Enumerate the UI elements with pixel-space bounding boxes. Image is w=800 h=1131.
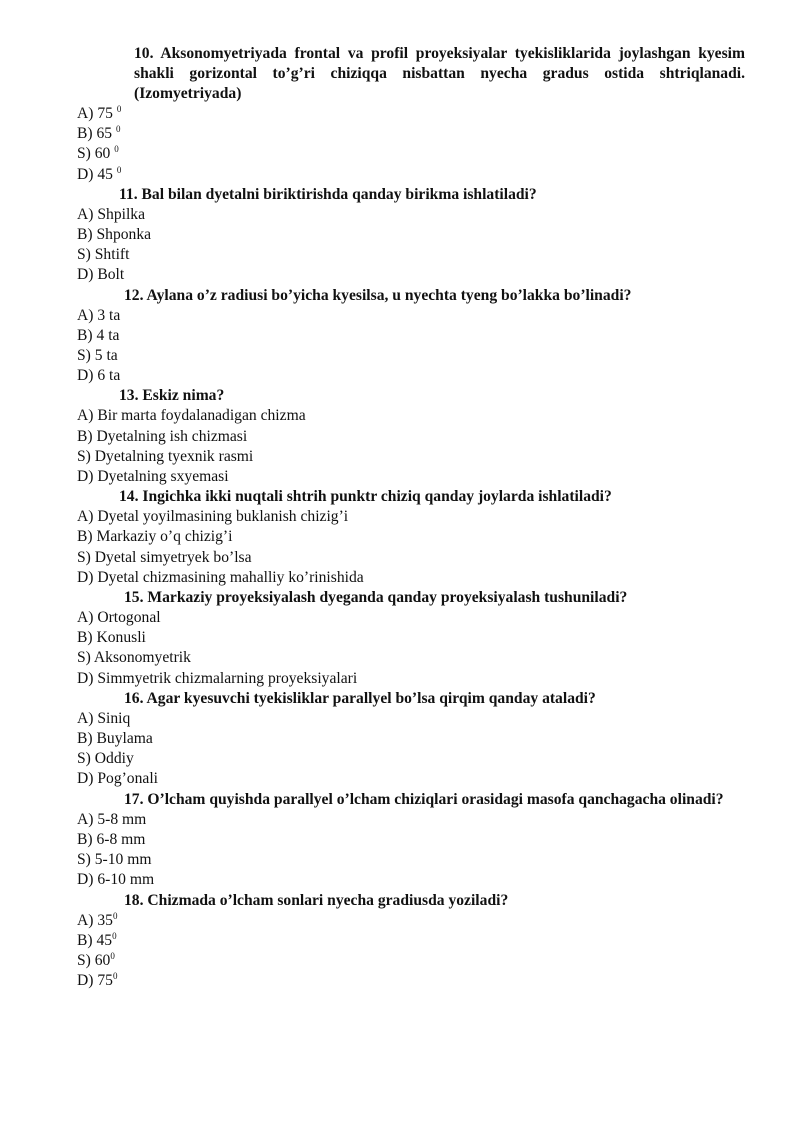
answer-option: S) $60^0$ [77,950,115,969]
answer-option: S) Shtift [77,246,130,264]
question-15 [77,588,745,689]
question-text: 18. Chizmada o’lcham sonlari nyecha gradiusda yoziladi? [124,891,509,909]
answer-option: A) Bir marta foydalanadigan chizma [77,407,306,425]
answer-option: B) Shponka [77,226,152,244]
answer-option: A) 3 ta [77,306,121,324]
answer-option: D) 6-10 mm [77,871,155,889]
answer-option: B) Markaziy o’q chizig’i [77,528,233,546]
question-text: 17. O’lcham quyishda parallyel o’lcham chiziqlari orasidagi masofa qanchagacha olinadi? [124,790,724,808]
question-text: 16. Agar kyesuvchi tyekisliklar parallyel bo’lsa qirqim qanday ataladi? [124,689,596,707]
answer-option: B) $45^0$ [77,930,117,949]
question-12 [77,286,745,387]
answer-option: D) Simmyetrik chizmalarning proyeksiyalari [77,669,358,687]
answer-option: A) 5-8 mm [77,810,147,828]
answer-option: A) $35^0$ [77,910,118,929]
question-18 [77,891,745,992]
answer-option: B) 4 ta [77,326,120,344]
question-text: 10. Aksonomyetriyada frontal va profil proyeksiyalar tyekisliklarida joylashgan kyesim shakli gorizontal to’g’ri chiziqqa nisbattan nyecha gradus ostida shtriqlanadi. (Izomyetriyada) [134,45,745,102]
answer-option: D) 6 ta [77,367,121,385]
answer-option: B) Konusli [77,629,146,647]
answer-option: B) Dyetalning ish chizmasi [77,427,248,445]
answer-option: D) Dyetalning sxyemasi [77,468,229,486]
answer-option: S) 60 $^0$ [77,144,119,163]
answer-option: D) 45 $^0$ [77,164,122,183]
question-14 [77,487,745,588]
answer-option: B) 65 $^0$ [77,124,121,143]
question-text: 11. Bal bilan dyetalni biriktirishda qanday birikma ishlatiladi? [119,185,537,203]
question-list [77,44,745,991]
answer-option: A) Dyetal yoyilmasining buklanish chizig’i [77,508,349,526]
answer-option: A) Ortogonal [77,609,161,627]
answer-option: S) 5 ta [77,347,118,365]
question-text: 14. Ingichka ikki nuqtali shtrih punktr chiziq qanday joylarda ishlatiladi? [119,488,612,506]
question-13 [77,386,745,487]
answer-option: D) Bolt [77,266,125,284]
answer-option: S) Dyetalning tyexnik rasmi [77,447,254,465]
question-11 [77,185,745,286]
answer-option: S) Oddiy [77,750,134,768]
answer-option: D) $75^0$ [77,971,118,990]
answer-option: D) Dyetal chizmasining mahalliy ko’rinishida [77,568,364,586]
answer-option: B) 6-8 mm [77,830,146,848]
question-text: 15. Markaziy proyeksiyalash dyeganda qanday proyeksiyalash tushuniladi? [124,589,628,607]
question-17 [77,790,745,891]
answer-option: A) 75 $^0$ [77,104,122,122]
question-16 [77,689,745,790]
question-text: 13. Eskiz nima? [119,387,225,405]
question-10 [77,44,745,185]
answer-option: A) Shpilka [77,205,146,223]
answer-option: S) Dyetal simyetryek bo’lsa [77,548,252,566]
answer-option: S) 5-10 mm [77,851,152,869]
answer-option: A) Siniq [77,709,131,727]
answer-option: D) Pog’onali [77,770,158,788]
answer-option: B) Buylama [77,730,153,748]
answer-option: S) Aksonomyetrik [77,649,191,667]
question-text: 12. Aylana o’z radiusi bo’yicha kyesilsa, u nyechta tyeng bo’lakka bo’linadi? [124,286,632,304]
